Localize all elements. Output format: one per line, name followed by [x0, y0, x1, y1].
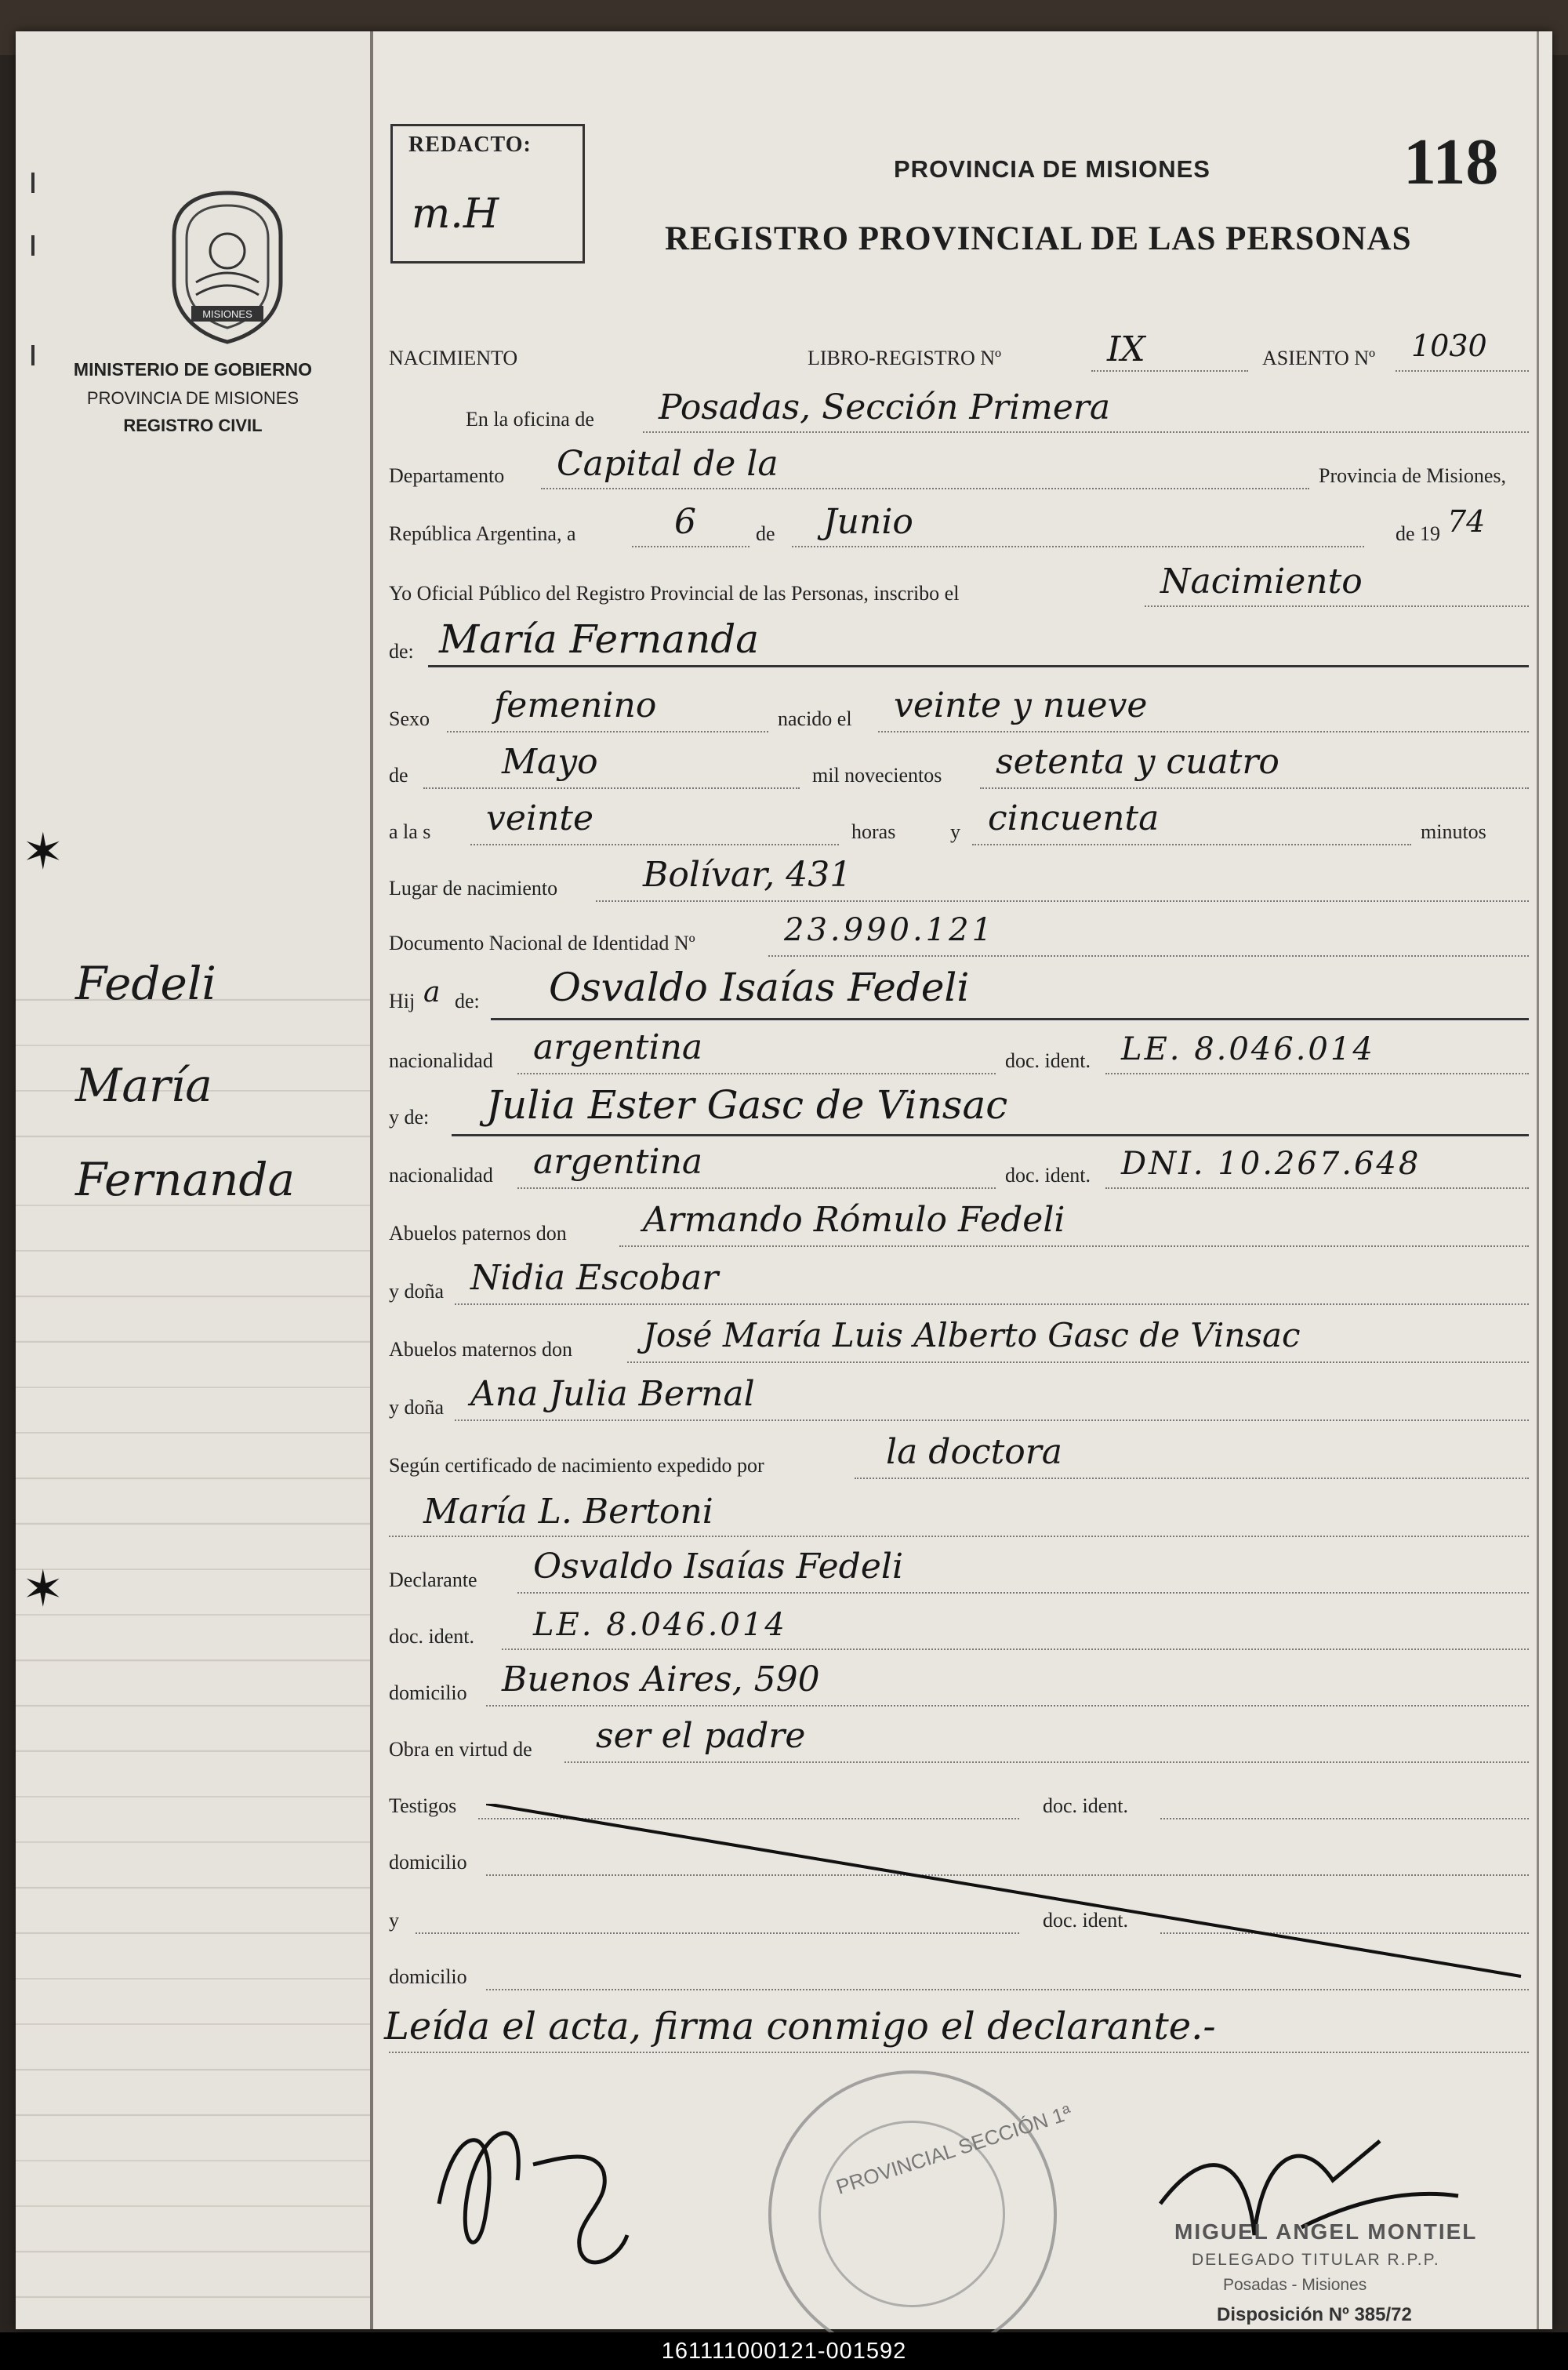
ministry-province: PROVINCIA DE MISIONES [86, 388, 299, 408]
child-name: María Fernanda [439, 616, 760, 662]
certificado-label: Según certificado de nacimiento expedido por [389, 1454, 764, 1477]
doctor-name: María L. Bertoni [423, 1492, 713, 1532]
province-heading: PROVINCIA DE MISIONES [894, 155, 1210, 183]
oficina-value: Posadas, Sección Primera [659, 387, 1111, 427]
domicilio-value: Buenos Aires, 590 [502, 1659, 820, 1699]
right-rule [1537, 31, 1539, 2329]
declarante-value: Osvaldo Isaías Fedeli [533, 1547, 904, 1587]
abuelos-paternos-label: Abuelos paternos don [389, 1222, 567, 1245]
nacionalidad-father-value: argentina [533, 1027, 703, 1067]
testigos-label: Testigos [389, 1794, 457, 1817]
binding-hole-icon: ✶ [22, 1561, 64, 1617]
father-name: Osvaldo Isaías Fedeli [549, 965, 970, 1010]
certificate-page [16, 31, 1552, 2329]
minutes-value: cincuenta [988, 798, 1160, 838]
registry-heading: REGISTRO PROVINCIAL DE LAS PERSONAS [665, 220, 1412, 257]
nacionalidad-father-label: nacionalidad [389, 1049, 493, 1072]
y-label: y [950, 820, 960, 843]
departamento-label: Departamento [389, 464, 505, 487]
doc-declarante-label: doc. ident. [389, 1625, 475, 1648]
oficina-label: En la oficina de [466, 408, 594, 431]
nacionalidad-mother-label: nacionalidad [389, 1164, 493, 1187]
certificado-value: la doctora [886, 1432, 1063, 1472]
doc-father-value: LE. 8.046.014 [1121, 1031, 1375, 1067]
signatory-place: Posadas - Misiones [1223, 2276, 1367, 2294]
doc-mother-value: DNI. 10.267.648 [1121, 1146, 1421, 1182]
sexo-value: femenino [494, 685, 657, 725]
abuelo-paterno: Armando Rómulo Fedeli [643, 1200, 1065, 1240]
mother-name: Julia Ester Gasc de Vinsac [486, 1082, 1008, 1128]
closing-text: Leída el acta, firma conmigo el declarante.- [384, 2005, 1216, 2048]
ministry-title: MINISTERIO DE GOBIERNO [73, 359, 313, 380]
abuela-paterna: Nidia Escobar [470, 1258, 719, 1298]
nacido-value: veinte y nueve [894, 685, 1148, 725]
de2-label: de [389, 764, 408, 787]
date-day: 6 [674, 502, 696, 542]
dni-label: Documento Nacional de Identidad Nº [389, 932, 695, 954]
official-text: Yo Oficial Público del Registro Provincial de las Personas, inscribo el [389, 582, 960, 605]
a-las-label: a la s [389, 820, 431, 843]
libro-value: IX [1107, 329, 1145, 369]
hija-suffix: a [423, 976, 441, 1009]
de-name-label: de: [389, 640, 414, 663]
hija-de-label: de: [455, 990, 480, 1012]
signatory-name: MIGUEL ANGEL MONTIEL [1174, 2219, 1478, 2244]
abuela-materna: Ana Julia Bernal [470, 1374, 755, 1414]
doc-father-label: doc. ident. [1005, 1049, 1091, 1072]
asiento-value: 1030 [1411, 329, 1487, 363]
y-testigo-label: y [389, 1909, 399, 1932]
de-label: de [756, 522, 775, 545]
domicilio-label: domicilio [389, 1681, 467, 1704]
margin-rule [370, 31, 373, 2329]
yde-label: y de: [389, 1106, 430, 1129]
binding-mark [31, 173, 34, 193]
binding-hole-icon: ✶ [22, 824, 64, 880]
folio-number: 118 [1403, 125, 1499, 198]
official-stamp [768, 2070, 1057, 2359]
official-value: Nacimiento [1160, 562, 1363, 602]
margin-second-name: Fernanda [75, 1153, 296, 1206]
date-month: Junio [823, 502, 913, 542]
document-id-footer: 161111000121-001592 [0, 2332, 1568, 2370]
obra-value: ser el padre [596, 1716, 806, 1756]
domicilio-testigo1-label: domicilio [389, 1851, 467, 1874]
dni-value: 23.990.121 [784, 912, 996, 948]
abuelos-maternos-label: Abuelos maternos don [389, 1338, 572, 1361]
stamp-text: PROVINCIAL SECCIÓN 1ª [833, 2100, 1075, 2199]
signatory-role: DELEGADO TITULAR R.P.P. [1192, 2251, 1440, 2269]
crest-text: MISIONES [202, 308, 252, 320]
doc-testigo2-label: doc. ident. [1043, 1909, 1129, 1932]
ydona-mat-label: y doña [389, 1396, 445, 1419]
departamento-value: Capital de la [557, 444, 779, 484]
doc-testigo1-label: doc. ident. [1043, 1794, 1129, 1817]
provincia-suffix: Provincia de Misiones, [1319, 464, 1507, 487]
mil-label: mil novecientos [812, 764, 942, 787]
cancellation-line [486, 1804, 1537, 1992]
margin-first-name: María [75, 1059, 212, 1112]
coat-of-arms-icon [165, 188, 290, 345]
year-label: de 19 [1396, 522, 1441, 545]
nacido-label: nacido el [778, 707, 852, 730]
hija-label: Hij [389, 990, 416, 1012]
redacto-initials: m.H [412, 191, 499, 238]
hour-value: veinte [486, 798, 594, 838]
doc-mother-label: doc. ident. [1005, 1164, 1091, 1187]
declarante-label: Declarante [389, 1568, 477, 1591]
doc-declarante-value: LE. 8.046.014 [533, 1607, 787, 1643]
act-type: NACIMIENTO [389, 347, 518, 369]
ministry-registry: REGISTRO CIVIL [123, 416, 263, 435]
abuelo-materno: José María Luis Alberto Gasc de Vinsac [643, 1316, 1301, 1354]
declarant-signature [408, 2086, 690, 2290]
binding-mark [31, 235, 34, 256]
republica-label: República Argentina, a [389, 522, 576, 545]
horas-label: horas [851, 820, 896, 843]
redacto-label: REDACTO: [408, 133, 532, 157]
disposicion: Disposición Nº 385/72 [1217, 2304, 1412, 2325]
birth-month: Mayo [502, 742, 598, 782]
sexo-label: Sexo [389, 707, 430, 730]
domicilio-testigo2-label: domicilio [389, 1965, 467, 1988]
minutos-label: minutos [1421, 820, 1486, 843]
lugar-label: Lugar de nacimiento [389, 877, 558, 900]
ydona-pat-label: y doña [389, 1280, 445, 1303]
obra-label: Obra en virtud de [389, 1738, 532, 1761]
lugar-value: Bolívar, 431 [643, 855, 852, 895]
birth-year-words: setenta y cuatro [996, 742, 1279, 782]
redacto-box [390, 124, 585, 264]
asiento-label: ASIENTO Nº [1262, 347, 1376, 369]
nacionalidad-mother-value: argentina [533, 1142, 703, 1182]
margin-surname: Fedeli [75, 957, 216, 1010]
year-value: 74 [1447, 504, 1486, 539]
libro-label: LIBRO-REGISTRO Nº [808, 347, 1002, 369]
